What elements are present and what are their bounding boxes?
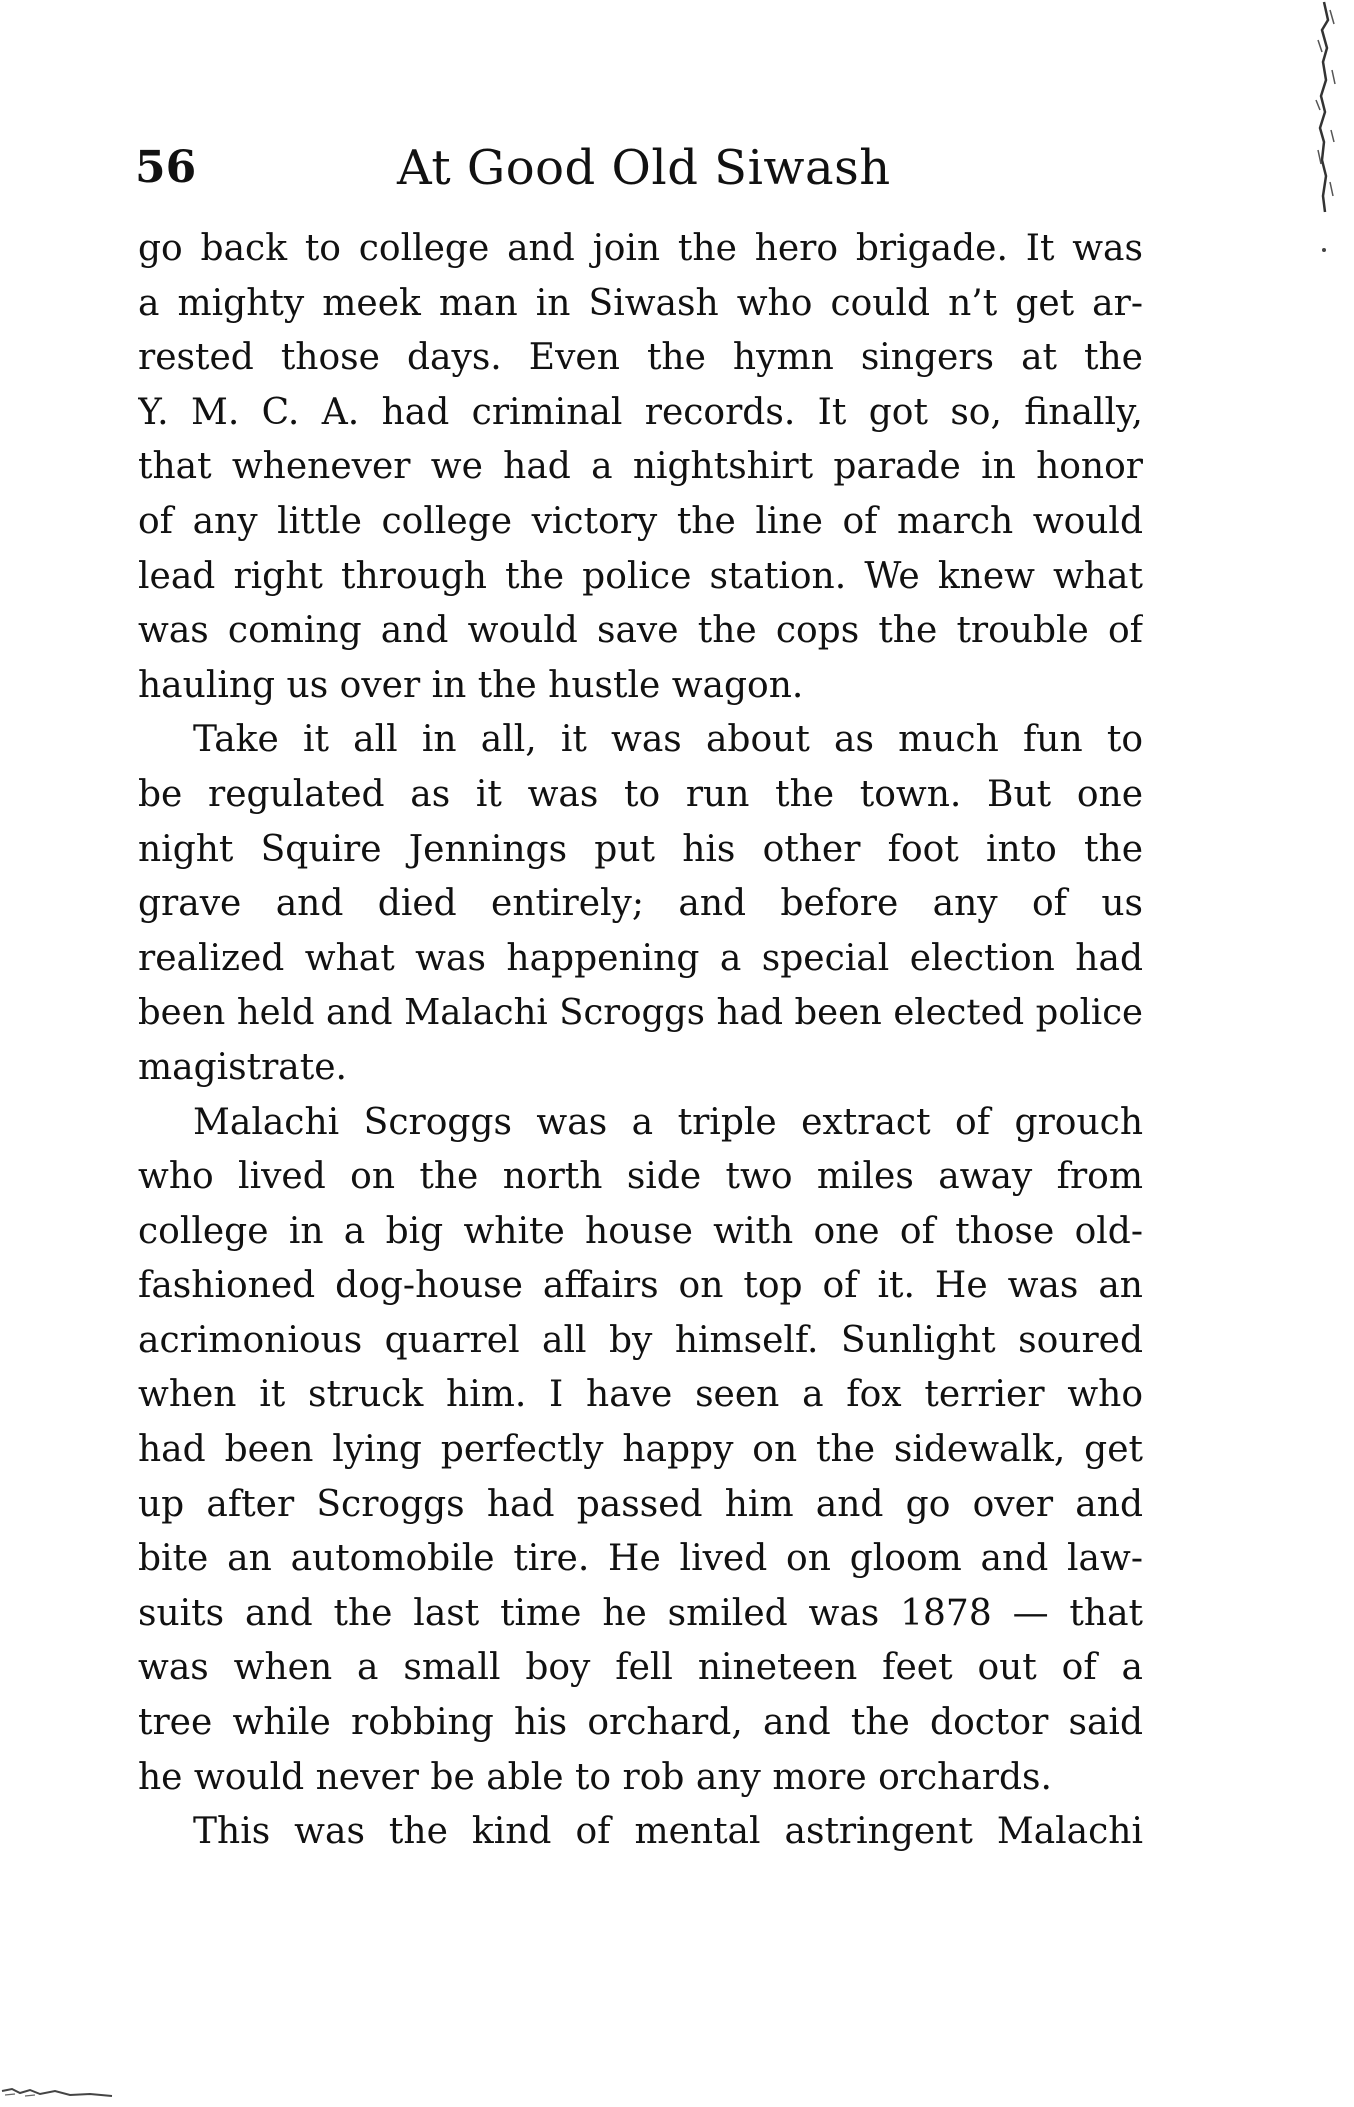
text-line: fashioned dog-house affairs on top of it. He was an (138, 1265, 1143, 1307)
paragraph-2 (138, 713, 1143, 1095)
text-line: been held and Malachi Scroggs had been elected police (138, 992, 1143, 1034)
text-line: go back to college and join the hero brigade. It was (138, 228, 1143, 269)
text-line: magistrate. (138, 1046, 347, 1088)
text-line: bite an automobile tire. He lived on gloom and law- (138, 1538, 1143, 1580)
text-line: lead right through the police station. We knew what (138, 555, 1143, 597)
text-line: grave and died entirely; and before any of us (138, 883, 1143, 925)
scan-bottom-mark (0, 2085, 115, 2099)
page-number: 56 (135, 142, 197, 193)
text-line: had been lying perfectly happy on the sidewalk, get (138, 1429, 1143, 1471)
text-line: night Squire Jennings put his other foot into the (138, 828, 1143, 870)
text-line: up after Scroggs had passed him and go over and (138, 1483, 1143, 1525)
text-line: that whenever we had a nightshirt parade in honor (138, 446, 1143, 488)
text-line: This was the kind of mental astringent Malachi (193, 1811, 1143, 1853)
text-line: Take it all in all, it was about as much fun to (193, 719, 1143, 761)
paragraph-1 (138, 222, 1143, 713)
text-line: Malachi Scroggs was a triple extract of grouch (193, 1101, 1143, 1143)
scan-edge-marks (1304, 0, 1344, 260)
page-header (135, 138, 1145, 198)
text-line: when it struck him. I have seen a fox terrier who (138, 1374, 1143, 1416)
text-line: who lived on the north side two miles away from (138, 1156, 1143, 1198)
running-title: At Good Old Siwash (397, 140, 891, 196)
body-text (138, 222, 1143, 1860)
text-line: suits and the last time he smiled was 1878 — that (138, 1592, 1143, 1634)
text-line: be regulated as it was to run the town. But one (138, 773, 1143, 815)
text-line: acrimonious quarrel all by himself. Sunlight soured (138, 1319, 1143, 1361)
text-line: college in a big white house with one of those old- (138, 1210, 1143, 1252)
text-line: rested those days. Even the hymn singers at the (138, 337, 1143, 379)
text-line: realized what was happening a special election had (138, 937, 1143, 979)
text-line: a mighty meek man in Siwash who could n’t get ar- (138, 282, 1143, 324)
text-line: of any little college victory the line of march would (138, 500, 1143, 542)
text-line: tree while robbing his orchard, and the doctor said (138, 1702, 1143, 1744)
text-line: was coming and would save the cops the trouble of (138, 610, 1143, 652)
paragraph-4 (138, 1805, 1143, 1860)
text-line: hauling us over in the hustle wagon. (138, 664, 804, 706)
paragraph-3 (138, 1096, 1143, 1806)
text-line: was when a small boy fell nineteen feet out of a (138, 1647, 1143, 1689)
text-line: he would never be able to rob any more orchards. (138, 1756, 1052, 1798)
text-line: Y. M. C. A. had criminal records. It got so, finally, (138, 391, 1143, 433)
